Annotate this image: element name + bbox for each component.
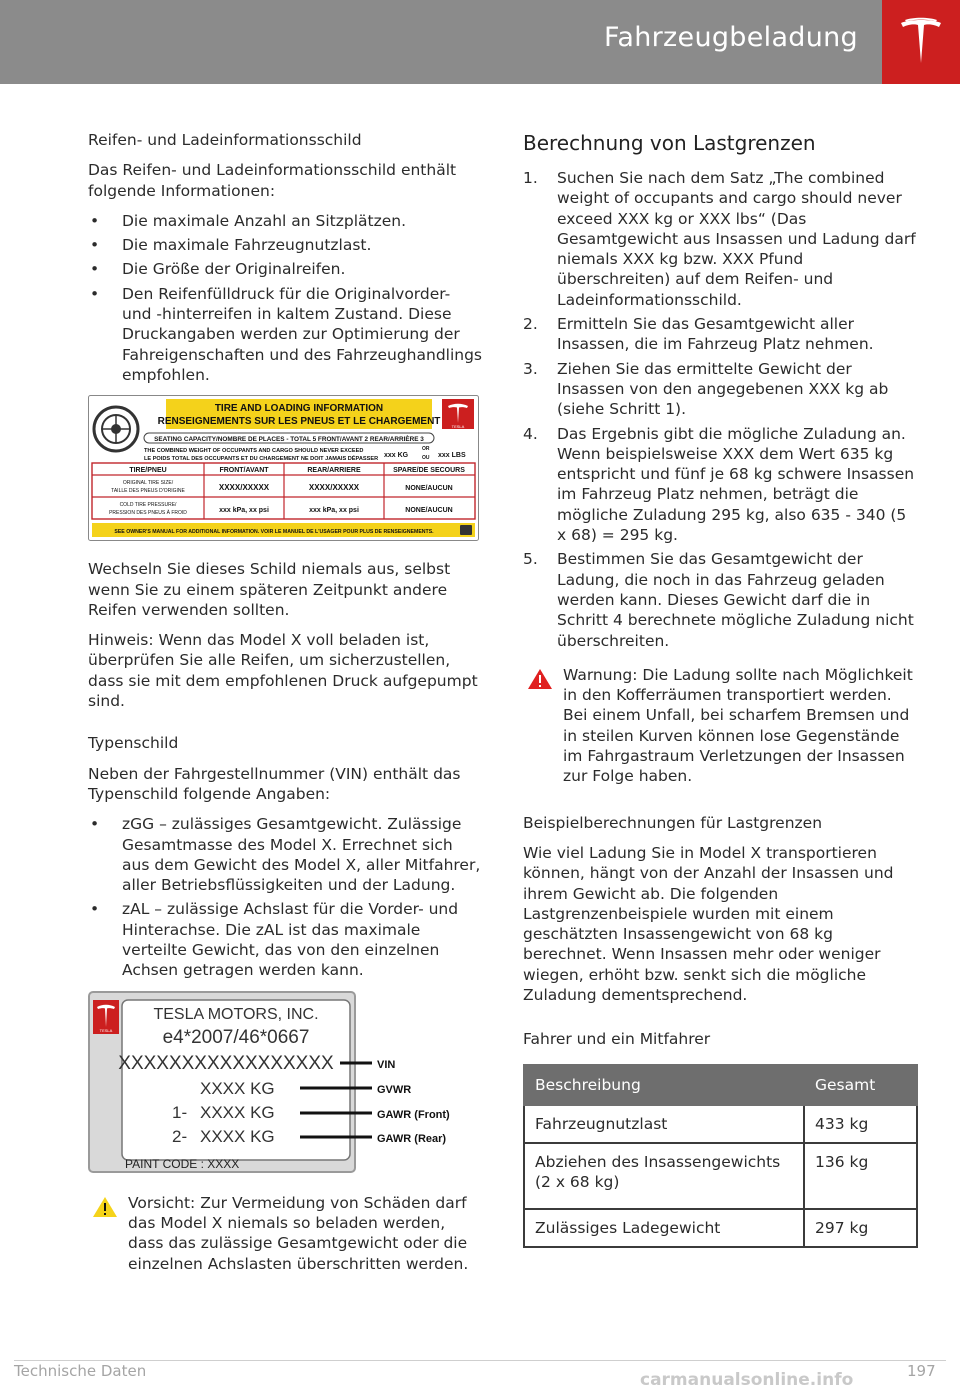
list-item: • Die maximale Fahrzeugnutzlast.	[90, 236, 372, 255]
table-cell: 433 kg	[804, 1105, 917, 1143]
svg-text:THE COMBINED WEIGHT OF OCCUPAN: THE COMBINED WEIGHT OF OCCUPANTS AND CARGO SHOULD NEVER EXCEED	[144, 448, 364, 455]
hint-text: Hinweis: Wenn das Model X voll beladen ist, überprüfen Sie alle Reifen, um sicherzustellen, dass sie mit dem empfohlenen Druck aufgepumpt sind.	[88, 631, 478, 711]
type-plate-title: Typenschild	[88, 734, 179, 753]
svg-text:NONE/AUCUN: NONE/AUCUN	[405, 485, 453, 493]
footer-divider	[14, 1360, 946, 1361]
plate-paint-code: PAINT CODE : XXXX	[125, 1156, 240, 1171]
table-header: Gesamt	[804, 1065, 917, 1105]
svg-text:1-: 1-	[172, 1102, 188, 1122]
list-item: • Die maximale Anzahl an Sitzplätzen.	[90, 211, 407, 230]
tesla-t-icon	[899, 17, 943, 65]
svg-text:TAILLE DES PNEUS D'ORIGINE: TAILLE DES PNEUS D'ORIGINE	[111, 488, 185, 495]
svg-text:REAR/ARRIERE: REAR/ARRIERE	[307, 467, 361, 475]
warning-icon	[527, 668, 553, 690]
svg-text:FRONT/AVANT: FRONT/AVANT	[219, 467, 269, 475]
callout-vin: VIN	[377, 1058, 396, 1071]
svg-text:SPARE/DE SECOURS: SPARE/DE SECOURS	[393, 467, 465, 475]
svg-text:TIRE/PNEU: TIRE/PNEU	[129, 467, 167, 475]
dont-replace-text: Wechseln Sie dieses Schild niemals aus, selbst wenn Sie zu einem späteren Zeitpunkt andere Reifen verwenden sollten.	[88, 560, 451, 619]
callout-gawr-rear: GAWR (Rear)	[377, 1132, 447, 1145]
steps-list	[523, 168, 918, 651]
table-row	[524, 1105, 917, 1143]
list-item: 2. Ermitteln Sie das Gesamtgewicht aller Insassen, die im Fahrzeug Platz nehmen.	[523, 315, 874, 354]
list-item: • zGG – zulässiges Gesamtgewicht. Zulässige Gesamtmasse des Model X. Errechnet sich aus dem Gewicht des Model X, aller Mitfahrer, aller Betriebsflüssigkeiten und der Ladung.	[90, 815, 481, 895]
svg-text:xxx kPa, xx psi: xxx kPa, xx psi	[219, 507, 269, 515]
table-caption: Fahrer und ein Mitfahrer	[523, 1030, 711, 1049]
watermark: carmanualsonline.info	[640, 1370, 854, 1390]
examples-title: Beispielberechnungen für Lastgrenzen	[523, 813, 823, 832]
svg-text:xxx kPa, xx psi: xxx kPa, xx psi	[309, 507, 359, 515]
page-number: 197	[907, 1362, 936, 1380]
list-item: • zAL – zulässige Achslast für die Vorder- und Hinterachse. Die zAL ist das maximale verteilte Gewicht, das von den einzelnen Achsen getragen werden kann.	[90, 900, 459, 980]
page-title: Fahrzeugbeladung	[604, 22, 858, 53]
table-cell: 136 kg	[804, 1143, 917, 1209]
page-header	[0, 0, 960, 84]
svg-text:TESLA: TESLA	[451, 424, 465, 430]
svg-text:xxx LBS: xxx LBS	[438, 452, 466, 460]
table-row	[524, 1143, 917, 1209]
svg-text:OR: OR	[422, 446, 430, 453]
caution-icon	[92, 1196, 118, 1218]
table-cell: Fahrzeugnutzlast	[524, 1105, 804, 1143]
type-plate-list	[88, 814, 484, 980]
section-heading: Berechnung von Lastgrenzen	[523, 131, 816, 155]
manual-icon	[460, 525, 472, 535]
callout-gvwr: GVWR	[377, 1083, 412, 1096]
tire-info-list	[88, 211, 484, 385]
right-column	[523, 130, 918, 1248]
table-cell: Abziehen des Insassengewichts (2 x 68 kg)	[524, 1143, 804, 1209]
svg-text:LE POIDS TOTAL DES OCCUPANTS E: LE POIDS TOTAL DES OCCUPANTS ET DU CHARGEMENT NE DOIT JAMAIS DÉPASSER	[144, 456, 379, 463]
plate-gawr-rear: XXXX KG	[200, 1126, 275, 1146]
plate-vin: XXXXXXXXXXXXXXXXX	[118, 1052, 334, 1074]
list-item: 1. Suchen Sie nach dem Satz „The combined weight of occupants and cargo should never exceed XXX kg or XXX lbs“ (Das Gesamtgewicht aus Insassen und Ladung darf niemals XXX kg bzw. XXX Pfund überschreiten) auf dem Reifen- und Ladeinformationsschild.	[523, 169, 916, 309]
seating-capacity: SEATING CAPACITY/NOMBRE DE PLACES - TOTAL 5 FRONT/AVANT 2 REAR/ARRIÈRE 3	[154, 436, 424, 444]
list-item: 5. Bestimmen Sie das Gesamtgewicht der Ladung, die noch in das Fahrzeug geladen werden kann. Dieses Gewicht darf die in Schritt 4 berechnete mögliche Zuladung nicht überschreiten.	[523, 550, 914, 650]
svg-text:XXXX/XXXXX: XXXX/XXXXX	[218, 483, 270, 493]
type-plate-intro: Neben der Fahrgestellnummer (VIN) enthält das Typenschild folgende Angaben:	[88, 764, 461, 803]
table-header-row	[524, 1065, 917, 1105]
label-footer: SEE OWNER'S MANUAL FOR ADDITIONAL INFORMATION. VOIR LE MANUEL DE L'USAGER POUR PLUS DE RENSEIGNEMENTS.	[114, 529, 434, 536]
left-column	[88, 130, 484, 1288]
callout-gawr-front: GAWR (Front)	[377, 1108, 450, 1121]
tire-loading-label-image	[88, 395, 479, 541]
table-header: Beschreibung	[524, 1065, 804, 1105]
footer-section: Technische Daten	[14, 1362, 147, 1380]
label-title-fr: RENSEIGNEMENTS SUR LES PNEUS ET LE CHARGEMENT	[157, 416, 441, 428]
list-item: 4. Das Ergebnis gibt die mögliche Zuladung an. Wenn beispielsweise XXX dem Wert 635 kg entspricht und fünf je 68 kg schwere Insassen im Fahrzeug Platz nehmen, beträgt die mögliche Zuladung 295 kg, also 635 - 340 (5 x 68) = 295 kg.	[523, 424, 915, 545]
label-title-en: TIRE AND LOADING INFORMATION	[214, 403, 384, 415]
tire-icon	[94, 407, 138, 451]
table-cell: Zulässiges Ladegewicht	[524, 1209, 804, 1247]
table-cell: 297 kg	[804, 1209, 917, 1247]
tire-label-intro: Das Reifen- und Ladeinformationsschild enthält folgende Informationen:	[88, 161, 457, 200]
tire-label-title: Reifen- und Ladeinformationsschild	[88, 131, 362, 149]
plate-approval: e4*2007/46*0667	[162, 1026, 310, 1048]
plate-gawr-front: XXXX KG	[200, 1102, 275, 1122]
svg-text:2-: 2-	[172, 1126, 188, 1146]
plate-company: TESLA MOTORS, INC.	[153, 1005, 319, 1023]
svg-text:xxx KG: xxx KG	[384, 452, 409, 460]
tesla-logo	[882, 0, 960, 84]
svg-text:COLD TIRE PRESSURE/: COLD TIRE PRESSURE/	[119, 502, 177, 509]
svg-text:ORIGINAL TIRE SIZE/: ORIGINAL TIRE SIZE/	[122, 480, 174, 487]
list-item: • Den Reifenfülldruck für die Originalvorder- und -hinterreifen in kaltem Zustand. Diese Druckangaben werden zur Optimierung der Fahreigenschaften und des Fahrzeughandlings empfohlen.	[90, 284, 483, 384]
warning-note: Warnung: Die Ladung sollte nach Möglichkeit in den Kofferräumen transportiert werden. Bei einem Unfall, bei scharfem Bremsen und in steilen Kurven können lose Gegenstände im Fahrgastraum Verletzungen der Insassen zur Folge haben.	[523, 665, 918, 787]
svg-text:NONE/AUCUN: NONE/AUCUN	[405, 507, 453, 515]
svg-text:OU: OU	[422, 455, 430, 462]
examples-text: Wie viel Ladung Sie in Model X transportieren können, hängt von der Anzahl der Insassen und ihrem Gewicht ab. Die folgenden Lastgrenzenbeispiele wurden mit einem geschätzten Insassengewicht von 68 kg berechnet. Wenn Insassen mehr oder weniger wiegen, erhöht bzw. senkt sich die mögliche Zuladung dementsprechend.	[523, 843, 894, 1004]
svg-text:XXXX/XXXXX: XXXX/XXXXX	[308, 483, 360, 493]
svg-text:TESLA: TESLA	[99, 1027, 113, 1033]
type-plate-image	[88, 991, 450, 1173]
list-item: • Die Größe der Originalreifen.	[90, 260, 346, 279]
svg-text:PRESSION DES PNEUS À FROID: PRESSION DES PNEUS À FROID	[109, 510, 187, 517]
plate-gvwr: XXXX KG	[200, 1078, 275, 1098]
load-limit-table	[523, 1064, 918, 1248]
list-item: 3. Ziehen Sie das ermittelte Gewicht der Insassen von den angegebenen XXX kg ab (siehe Schritt 1).	[523, 359, 889, 419]
table-row	[524, 1209, 917, 1247]
caution-note: Vorsicht: Zur Vermeidung von Schäden darf das Model X niemals so beladen werden, dass das zulässige Gesamtgewicht oder die einzelnen Achslasten überschritten werden.	[88, 1193, 484, 1274]
